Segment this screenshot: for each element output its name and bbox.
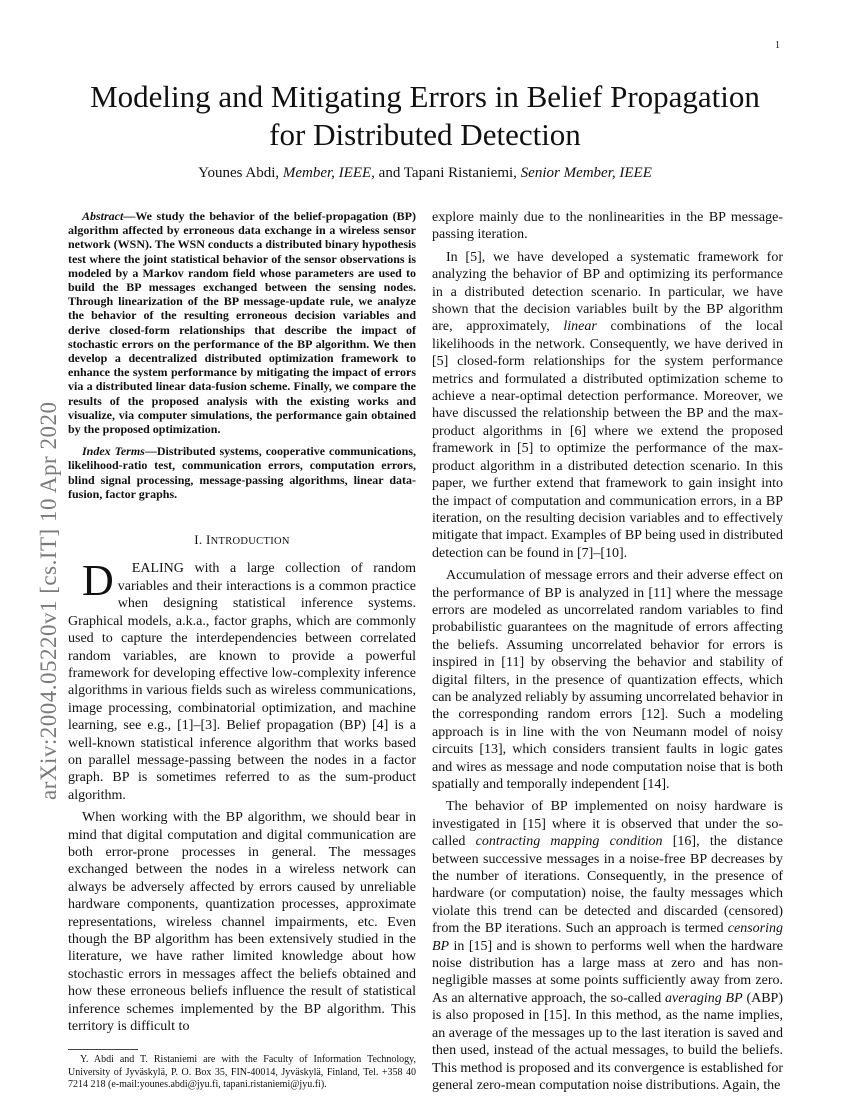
arxiv-stamp: arXiv:2004.05220v1 [cs.IT] 10 Apr 2020 xyxy=(36,401,61,800)
author-1: Younes Abdi, xyxy=(198,165,280,181)
right-paragraph-0: explore mainly due to the nonlinearities in the BP message-passing iteration. xyxy=(432,210,783,243)
right-p1-text-b: combinations of the local likelihoods in the network. Consequently, we have derived in [5] closed-form relationships for the system performance metrics and formulated a distributed optimization scheme to achieve a near-optimal detection performance. Moreover, we have discussed the relationship between the BP and the max-product algorithms in [6] where we extend the proposed framework in [5] to optimize the performance of the max-product algorithm in a distributed detection scenario. In this paper, we further extend that framework to gain insight into the impact of computation and communication errors, in a BP iteration, on the resulting decision variables and to effectively mitigate that impact. Examples of BP being used in distributed detection can be found in [7]–[10]. xyxy=(432,319,783,561)
right-p3-emphasis-2: censoring BP xyxy=(432,921,783,954)
page-number: 1 xyxy=(775,40,780,51)
right-paragraph-3 xyxy=(432,798,783,1094)
section-initial: I xyxy=(205,532,211,548)
intro-paragraph-2: When working with the BP algorithm, we should bear in mind that digital computation and digital communication are both error-prone processes in general. The messages exchanged between the nodes in a wireless network can always be adversely affected by errors caused by unreliable hardware components, quantization processes, approximate representations, wireless channel impairments, etc. Even though the BP algorithm has been extensively studied in the literature, we have rather limited knowledge about how stochastic errors in messages affect the beliefs obtained and how these erroneous beliefs influence the result of statistical inference schemes implemented by the BP algorithm. This territory is difficult to xyxy=(68,810,416,1035)
right-p3-text-d: (ABP) is also proposed in [15]. In this method, as the name implies, an average of the messages up to the last iteration is saved and then used, instead of the actual messages, to build the beliefs. This method is proposed and its convergence is established for general zero-mean computation noise distributions. Again, the xyxy=(432,990,783,1093)
right-p3-text-a: The behavior of BP implemented on noisy hardware is investigated in [15] where it is observed that under the so-called xyxy=(432,799,783,850)
right-p3-emphasis-3: averaging BP xyxy=(665,990,743,1006)
intro-lead-word: EALING xyxy=(131,561,184,577)
right-p3-text-c: in [15] and is shown to performs well when the hardware noise distribution has a large mass at zero and has non-negligible masses at some points sufficiently away from zero. As an alternative approach, the so-called xyxy=(432,938,783,1006)
right-p3-emphasis-1: contracting mapping condition xyxy=(475,834,663,850)
abstract xyxy=(68,209,416,436)
abstract-label: Abstract xyxy=(82,209,124,223)
intro-paragraph-1 xyxy=(68,556,416,804)
section-title-rest: NTRODUCTION xyxy=(210,536,290,548)
section-numeral: I. xyxy=(194,532,203,548)
footnote-rule xyxy=(68,1049,138,1050)
right-column xyxy=(432,209,783,1094)
paper-title: Modeling and Mitigating Errors in Belief Propagation for Distributed Detection xyxy=(90,79,760,152)
author-conjunction: and Tapani Ristaniemi, xyxy=(378,165,517,181)
index-terms-text: —Distributed systems, cooperative communications, likelihood-ratio test, communication errors, computation errors, blind signal processing, message-passing algorithms, linear data-fusion, factor graphs. xyxy=(68,444,416,501)
index-terms-label: Index Terms xyxy=(82,444,145,459)
abstract-text: —We study the behavior of the belief-propagation (BP) algorithm affected by erroneous data exchange in a wireless sensor network (WSN). The WSN conducts a distributed binary hypothesis test where the joint statistical behavior of the sensor observations is modeled by a Markov random field whose parameters are used to build the BP messages exchanged between the sensing nodes. Through linearization of the BP message-update rule, we analyze the behavior of the resulting erroneous decision variables and derive closed-form relationships that describe the impact of stochastic errors on the performance of the BP algorithm. We then develop a decentralized distributed optimization framework to enhance the system performance by mitigating the impact of errors via a distributed linear data-fusion scheme. Finally, we compare the results of the proposed analysis with the existing works and visualize, via computer simulations, the performance gain obtained by the proposed optimization. xyxy=(68,209,416,437)
right-p3-text-b: [16], the distance between successive messages in a noise-free BP decreases by the number of iterations. Consequently, in the presence of hardware (or computation) noise, the faulty messages which violate this trend can be detected and discarded (censored) from the BP iterations. Such an approach is termed xyxy=(432,834,784,937)
drop-cap: D xyxy=(82,556,114,606)
author-line xyxy=(70,165,780,182)
right-p1-text-a: In [5], we have developed a systematic framework for analyzing the behavior of BP and optimizing its performance in a distributed detection scenario. In particular, we have shown that the decision variables built by the BP algorithm are, approximately, xyxy=(432,249,783,335)
right-paragraph-1 xyxy=(432,249,783,562)
section-heading xyxy=(68,531,416,550)
right-paragraph-2: Accumulation of message errors and their adverse effect on the performance of BP is analyzed in [11] where the message errors are modeled as uncorrelated random variables to find probabilistic guarantees on the magnitude of errors affecting the beliefs. Assuming uncorrelated behavior for errors is inspired in [11] by observing the behavior and stability of digital filters, in the presence of quantization effects, which can be analyzed reliably by assuming uncorrelated behavior in the corresponding random errors [12]. Such a modeling approach is in line with the von Neumann model of noisy circuits [13], which considers transient faults in logic gates and wires as message and node computation noise that is both spatially and temporally independent [14]. xyxy=(432,568,783,792)
index-terms xyxy=(68,444,416,501)
author-1-role: Member, IEEE, xyxy=(282,165,375,181)
right-p1-emphasis: linear xyxy=(563,319,597,335)
left-column xyxy=(68,209,416,1092)
intro-p1-text: with a large collection of random variables and their interactions is a common practice when designing statistical inference systems. Graphical models, a.k.a., factor graphs, which are commonly used to capture the interdependencies between correlated random variables, are known to provide a powerful framework for developing effective low-complexity inference algorithms in various fields such as wireless communications, image processing, combinatorial optimization, and machine learning, see e.g., [1]–[3]. Belief propagation (BP) [4] is a well-known statistical inference algorithm that works based on parallel message-passing between the nodes in a factor graph. BP is sometimes referred to as the sum-product algorithm. xyxy=(68,561,416,803)
author-2-role: Senior Member, IEEE xyxy=(520,165,652,181)
affiliation-footnote: Y. Abdi and T. Ristaniemi are with the Faculty of Information Technology, University of Jyväskylä, P. O. Box 35, FIN-40014, Jyväskylä, Finland, Tel. +358 40 7214 218 (e-mail:younes.abdi@jyu.fi, tapani.ristaniemi@jyu.fi). xyxy=(68,1054,416,1091)
